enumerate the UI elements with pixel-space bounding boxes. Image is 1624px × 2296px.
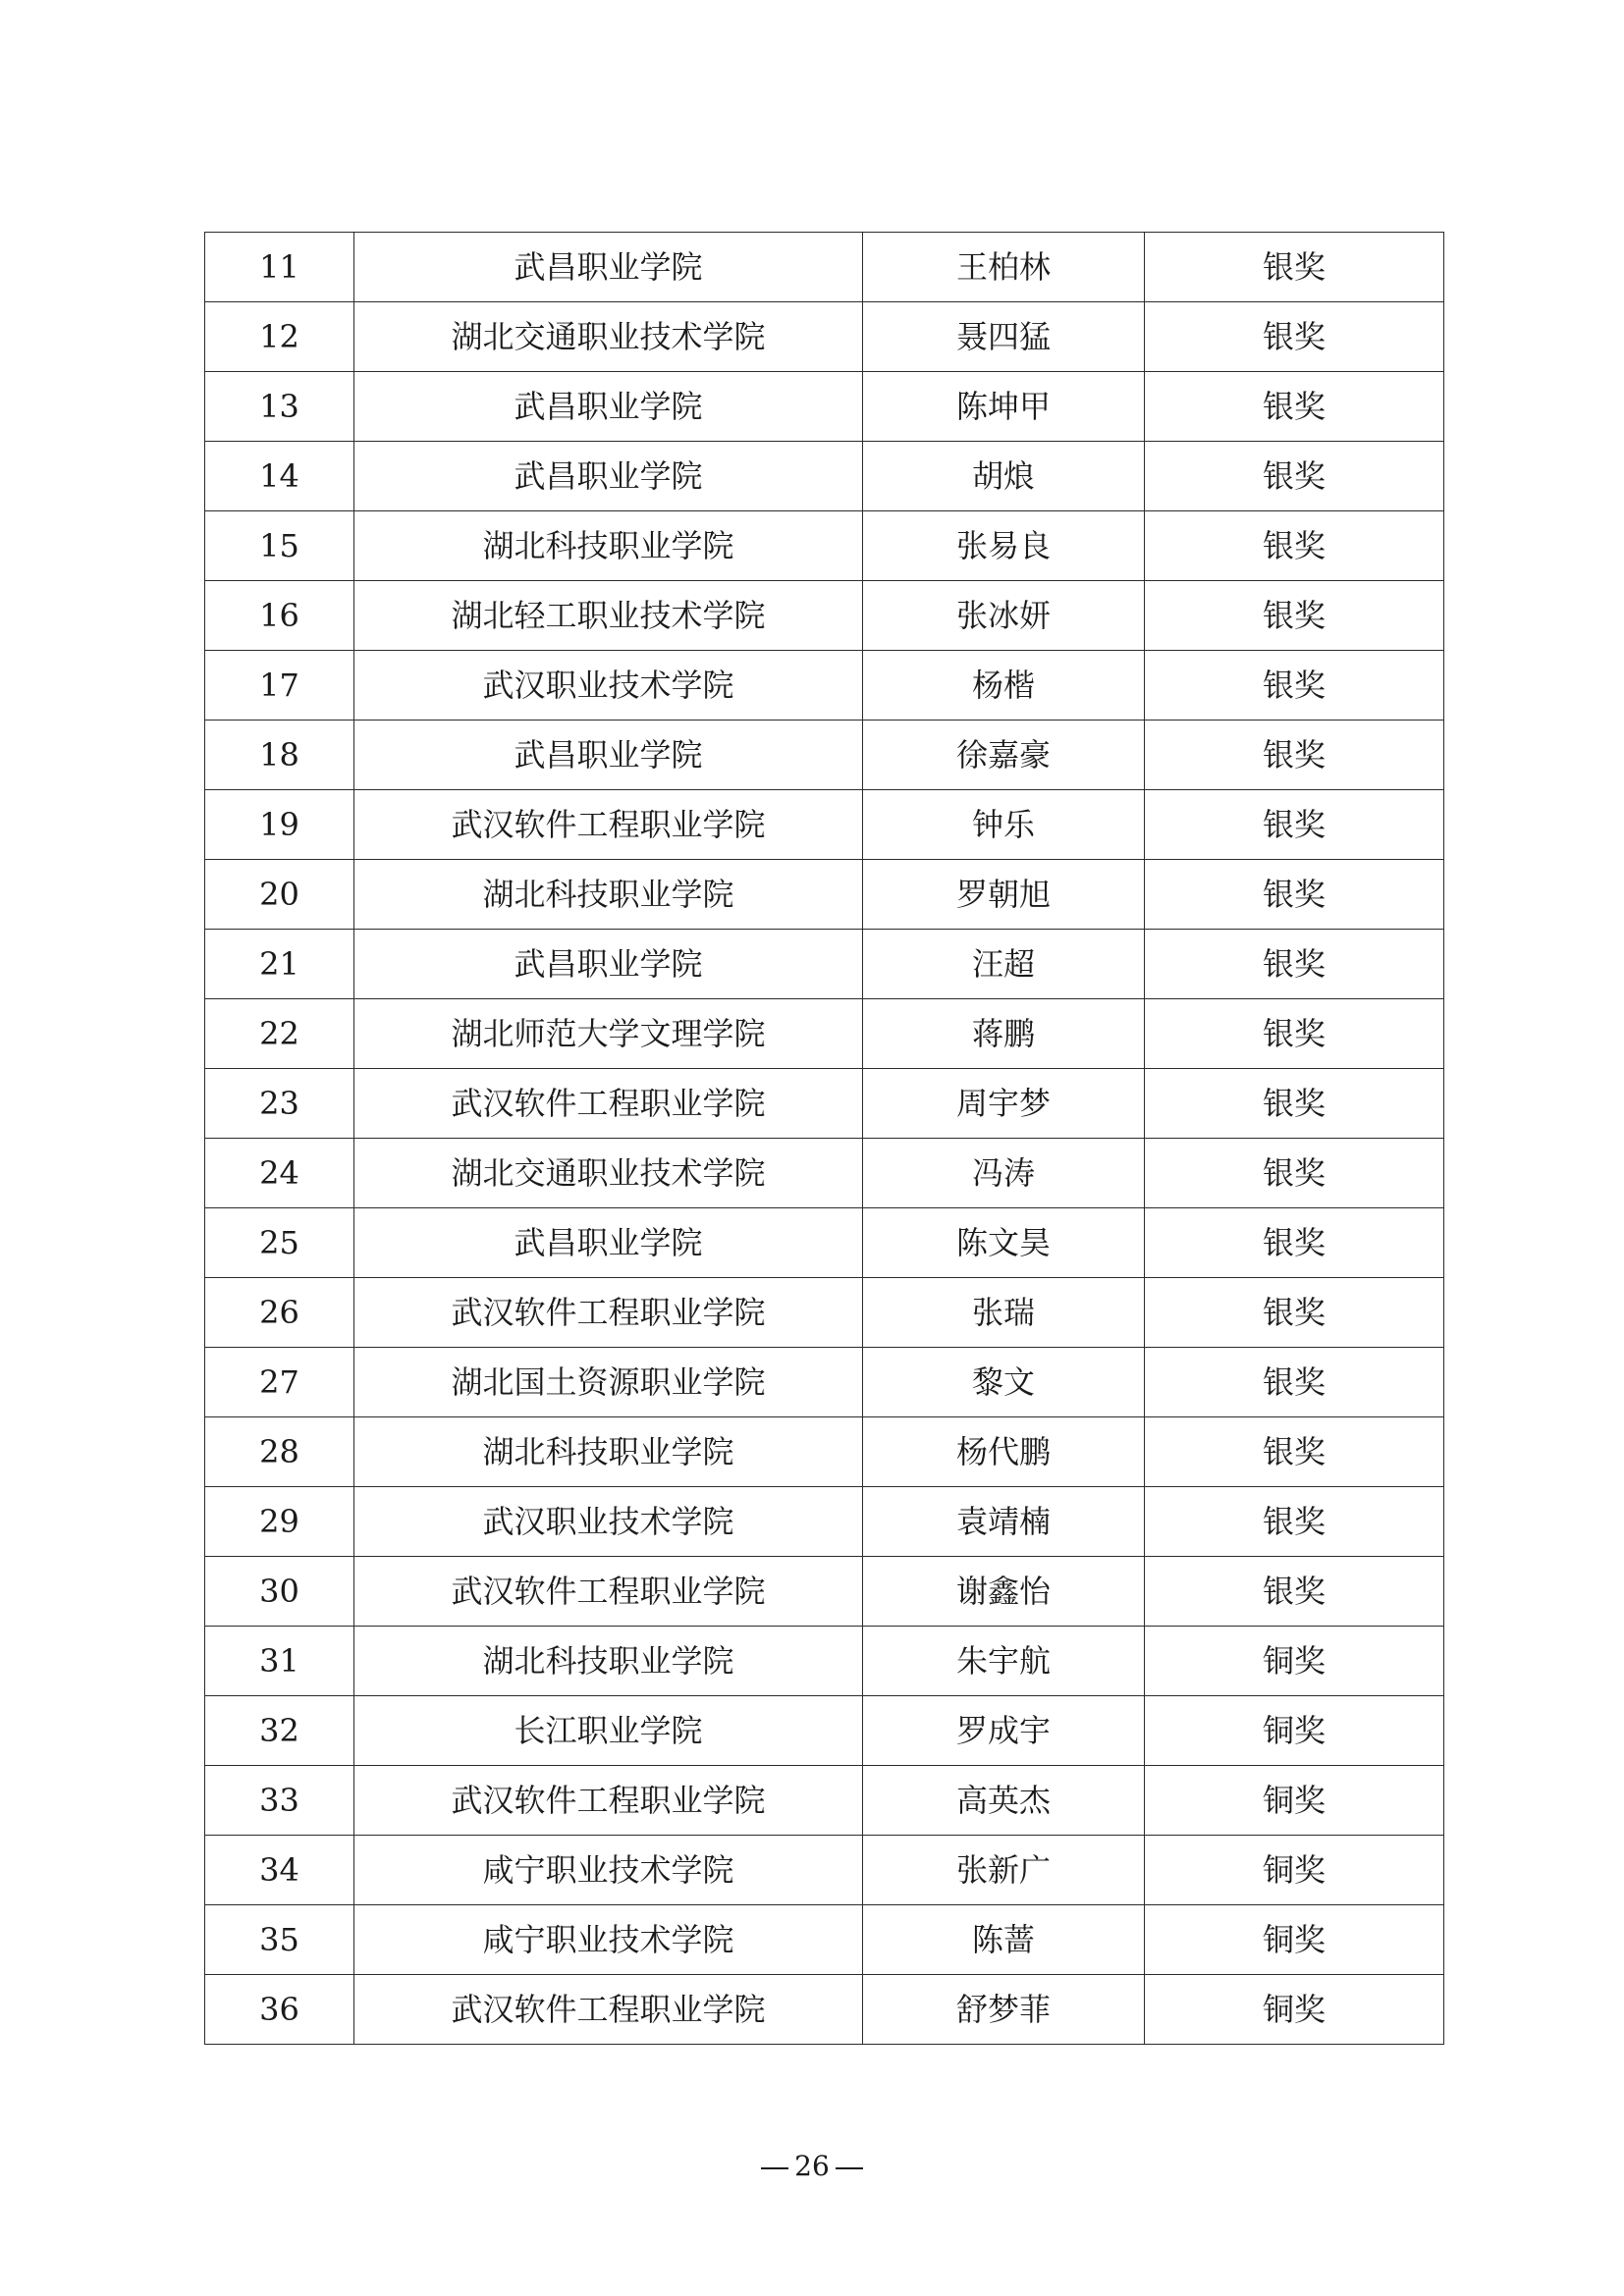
award-cell: 银奖 [1145, 1139, 1444, 1208]
award-cell: 银奖 [1145, 1278, 1444, 1348]
table-row [205, 651, 1444, 721]
row-number-cell: 24 [205, 1139, 354, 1208]
row-number-cell: 23 [205, 1069, 354, 1139]
school-cell: 咸宁职业技术学院 [354, 1836, 863, 1905]
award-cell: 银奖 [1145, 860, 1444, 930]
award-cell: 银奖 [1145, 1208, 1444, 1278]
table-row [205, 233, 1444, 302]
school-cell: 武昌职业学院 [354, 372, 863, 442]
name-cell: 谢鑫怡 [863, 1557, 1145, 1627]
school-cell: 武汉职业技术学院 [354, 651, 863, 721]
award-cell: 银奖 [1145, 999, 1444, 1069]
award-cell: 银奖 [1145, 233, 1444, 302]
award-cell: 铜奖 [1145, 1975, 1444, 2045]
school-cell: 长江职业学院 [354, 1696, 863, 1766]
name-cell: 胡烺 [863, 442, 1145, 511]
row-number-cell: 18 [205, 721, 354, 790]
school-cell: 武昌职业学院 [354, 1208, 863, 1278]
school-cell: 武汉软件工程职业学院 [354, 790, 863, 860]
table-row [205, 1905, 1444, 1975]
name-cell: 张易良 [863, 511, 1145, 581]
name-cell: 周宇梦 [863, 1069, 1145, 1139]
row-number-cell: 33 [205, 1766, 354, 1836]
name-cell: 陈蔷 [863, 1905, 1145, 1975]
name-cell: 高英杰 [863, 1766, 1145, 1836]
footer-dash-left [761, 2167, 788, 2169]
row-number-cell: 16 [205, 581, 354, 651]
row-number-cell: 21 [205, 930, 354, 999]
name-cell: 徐嘉豪 [863, 721, 1145, 790]
name-cell: 杨楷 [863, 651, 1145, 721]
table-row [205, 1208, 1444, 1278]
row-number-cell: 14 [205, 442, 354, 511]
row-number-cell: 20 [205, 860, 354, 930]
award-cell: 铜奖 [1145, 1905, 1444, 1975]
award-cell: 银奖 [1145, 721, 1444, 790]
table-row [205, 1766, 1444, 1836]
footer-dash-right [836, 2167, 863, 2169]
school-cell: 武昌职业学院 [354, 442, 863, 511]
table-row [205, 860, 1444, 930]
name-cell: 冯涛 [863, 1139, 1145, 1208]
award-cell: 银奖 [1145, 1348, 1444, 1417]
school-cell: 湖北科技职业学院 [354, 1417, 863, 1487]
table-row [205, 1348, 1444, 1417]
award-cell: 铜奖 [1145, 1627, 1444, 1696]
row-number-cell: 27 [205, 1348, 354, 1417]
award-cell: 银奖 [1145, 790, 1444, 860]
award-cell: 铜奖 [1145, 1696, 1444, 1766]
row-number-cell: 34 [205, 1836, 354, 1905]
table-row [205, 1278, 1444, 1348]
name-cell: 聂四猛 [863, 302, 1145, 372]
name-cell: 朱宇航 [863, 1627, 1145, 1696]
school-cell: 湖北交通职业技术学院 [354, 302, 863, 372]
award-cell: 银奖 [1145, 1487, 1444, 1557]
school-cell: 武汉软件工程职业学院 [354, 1766, 863, 1836]
row-number-cell: 29 [205, 1487, 354, 1557]
award-cell: 银奖 [1145, 1557, 1444, 1627]
table-row [205, 790, 1444, 860]
row-number-cell: 36 [205, 1975, 354, 2045]
row-number-cell: 13 [205, 372, 354, 442]
school-cell: 武汉软件工程职业学院 [354, 1069, 863, 1139]
school-cell: 武汉职业技术学院 [354, 1487, 863, 1557]
table-row [205, 302, 1444, 372]
award-table-body [205, 233, 1444, 2045]
row-number-cell: 19 [205, 790, 354, 860]
school-cell: 武昌职业学院 [354, 930, 863, 999]
row-number-cell: 26 [205, 1278, 354, 1348]
row-number-cell: 12 [205, 302, 354, 372]
row-number-cell: 31 [205, 1627, 354, 1696]
name-cell: 张新广 [863, 1836, 1145, 1905]
award-cell: 银奖 [1145, 442, 1444, 511]
school-cell: 武昌职业学院 [354, 721, 863, 790]
row-number-cell: 11 [205, 233, 354, 302]
award-cell: 银奖 [1145, 511, 1444, 581]
row-number-cell: 25 [205, 1208, 354, 1278]
award-cell: 银奖 [1145, 1417, 1444, 1487]
row-number-cell: 30 [205, 1557, 354, 1627]
table-row [205, 1557, 1444, 1627]
table-row [205, 1836, 1444, 1905]
name-cell: 罗成宇 [863, 1696, 1145, 1766]
page-footer [0, 2150, 1624, 2182]
school-cell: 湖北轻工职业技术学院 [354, 581, 863, 651]
school-cell: 湖北国土资源职业学院 [354, 1348, 863, 1417]
table-row [205, 999, 1444, 1069]
school-cell: 湖北科技职业学院 [354, 511, 863, 581]
name-cell: 黎文 [863, 1348, 1145, 1417]
table-row [205, 1417, 1444, 1487]
table-row [205, 1069, 1444, 1139]
name-cell: 王柏林 [863, 233, 1145, 302]
school-cell: 武昌职业学院 [354, 233, 863, 302]
table-row [205, 511, 1444, 581]
school-cell: 武汉软件工程职业学院 [354, 1975, 863, 2045]
table-row [205, 721, 1444, 790]
school-cell: 咸宁职业技术学院 [354, 1905, 863, 1975]
table-row [205, 372, 1444, 442]
row-number-cell: 22 [205, 999, 354, 1069]
award-cell: 银奖 [1145, 651, 1444, 721]
table-row [205, 442, 1444, 511]
school-cell: 湖北科技职业学院 [354, 1627, 863, 1696]
name-cell: 袁靖楠 [863, 1487, 1145, 1557]
table-row [205, 1139, 1444, 1208]
table-row [205, 1975, 1444, 2045]
award-table [204, 232, 1444, 2045]
name-cell: 舒梦菲 [863, 1975, 1145, 2045]
name-cell: 陈坤甲 [863, 372, 1145, 442]
name-cell: 汪超 [863, 930, 1145, 999]
award-cell: 银奖 [1145, 930, 1444, 999]
row-number-cell: 15 [205, 511, 354, 581]
name-cell: 陈文昊 [863, 1208, 1145, 1278]
table-row [205, 1696, 1444, 1766]
page-number: 26 [794, 2150, 830, 2182]
table-row [205, 930, 1444, 999]
school-cell: 湖北师范大学文理学院 [354, 999, 863, 1069]
row-number-cell: 17 [205, 651, 354, 721]
name-cell: 张冰妍 [863, 581, 1145, 651]
school-cell: 武汉软件工程职业学院 [354, 1557, 863, 1627]
award-cell: 铜奖 [1145, 1766, 1444, 1836]
name-cell: 杨代鹏 [863, 1417, 1145, 1487]
name-cell: 罗朝旭 [863, 860, 1145, 930]
school-cell: 湖北科技职业学院 [354, 860, 863, 930]
name-cell: 钟乐 [863, 790, 1145, 860]
award-cell: 银奖 [1145, 1069, 1444, 1139]
award-cell: 银奖 [1145, 581, 1444, 651]
row-number-cell: 35 [205, 1905, 354, 1975]
name-cell: 蒋鹏 [863, 999, 1145, 1069]
award-cell: 银奖 [1145, 302, 1444, 372]
award-cell: 铜奖 [1145, 1836, 1444, 1905]
school-cell: 湖北交通职业技术学院 [354, 1139, 863, 1208]
table-row [205, 581, 1444, 651]
table-row [205, 1487, 1444, 1557]
row-number-cell: 28 [205, 1417, 354, 1487]
row-number-cell: 32 [205, 1696, 354, 1766]
award-cell: 银奖 [1145, 372, 1444, 442]
name-cell: 张瑞 [863, 1278, 1145, 1348]
school-cell: 武汉软件工程职业学院 [354, 1278, 863, 1348]
table-row [205, 1627, 1444, 1696]
